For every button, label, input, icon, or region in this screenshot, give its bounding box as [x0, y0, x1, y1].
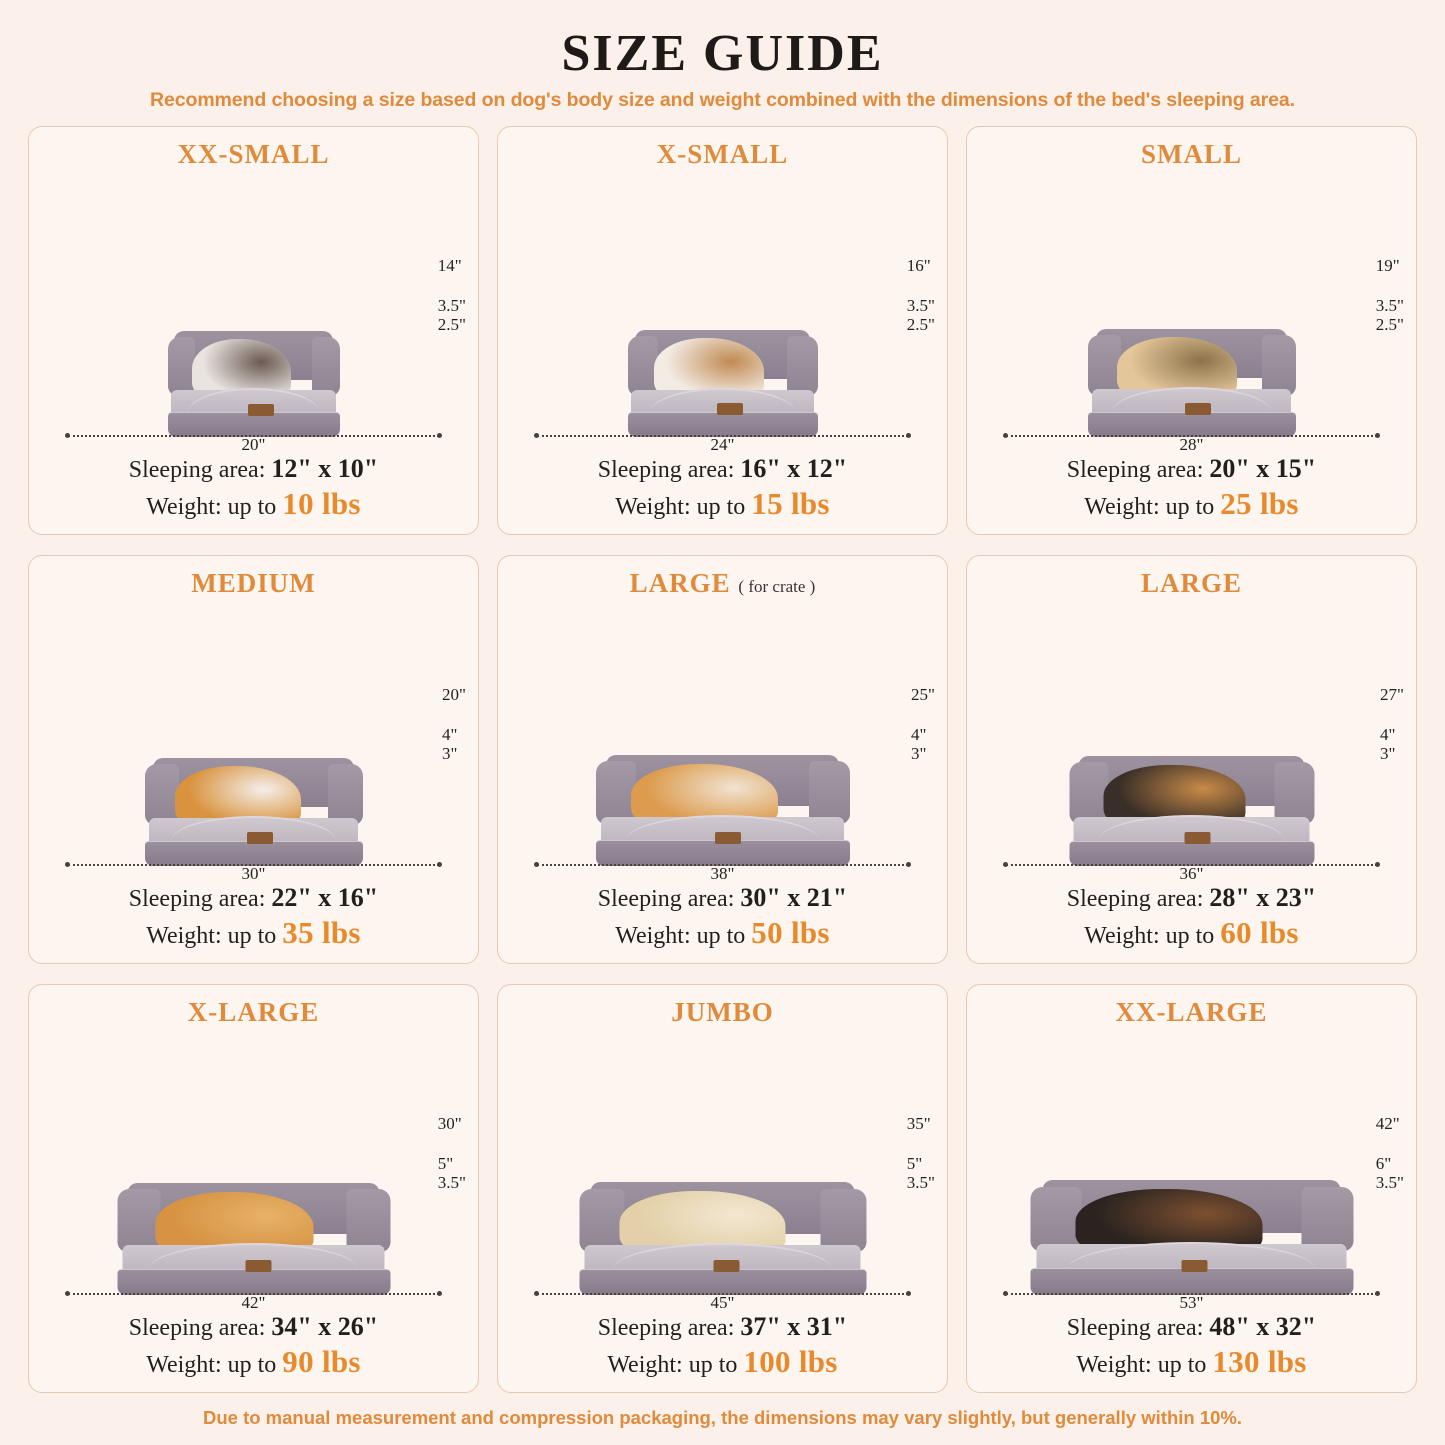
width-dimension: 38" — [710, 863, 735, 883]
bed-illustration — [981, 601, 1402, 882]
size-card-specs — [39, 1311, 468, 1382]
size-name: XX-SMALL — [177, 139, 330, 169]
dimension-callouts — [1376, 1114, 1404, 1193]
sleeping-area-label: Sleeping area: — [597, 1314, 735, 1341]
width-dimension: 24" — [710, 434, 735, 454]
bed-illustration — [981, 1030, 1402, 1311]
page-title: SIZE GUIDE — [561, 25, 884, 82]
sleeping-area-value: 22" x 16" — [271, 882, 379, 912]
bolster-height-dimension: 4" — [442, 724, 458, 744]
bed-bolster-right — [787, 336, 817, 396]
brand-tag-icon — [715, 832, 741, 844]
size-card-title — [977, 568, 1406, 599]
weight-qualifier: up to — [696, 923, 746, 950]
weight-label: Weight: — [607, 1352, 683, 1379]
size-card-xx-small-0 — [28, 126, 479, 535]
width-dimension: 30" — [241, 863, 266, 883]
weight-line — [977, 485, 1406, 524]
dimension-callouts — [907, 1114, 935, 1193]
weight-value: 25 lbs — [1220, 486, 1299, 522]
bolster-height-dimension: 5" — [906, 1153, 923, 1173]
weight-label: Weight: — [146, 494, 222, 521]
depth-dimension: 14" — [437, 256, 462, 276]
size-name: X-SMALL — [656, 139, 789, 169]
weight-line — [977, 1343, 1406, 1382]
weight-label: Weight: — [1084, 494, 1160, 521]
sleeping-area-label: Sleeping area: — [1066, 885, 1204, 912]
base-height-dimension: 2.5" — [1375, 315, 1404, 335]
weight-qualifier: up to — [227, 494, 277, 521]
size-card-x-small-1 — [497, 126, 948, 535]
size-name: MEDIUM — [191, 568, 316, 598]
brand-tag-icon — [247, 832, 273, 844]
size-card-specs — [39, 453, 468, 524]
size-card-title — [977, 997, 1406, 1028]
brand-tag-icon — [1182, 1260, 1208, 1272]
dimension-callouts — [1380, 685, 1404, 764]
size-card-specs — [977, 882, 1406, 953]
weight-label: Weight: — [615, 923, 691, 950]
base-height-dimension: 2.5" — [437, 315, 466, 335]
bed-bolster-right — [820, 1189, 866, 1252]
weight-qualifier: up to — [1165, 923, 1215, 950]
sleeping-area-line — [508, 453, 937, 486]
size-note: ( for crate ) — [738, 577, 816, 596]
size-card-x-large-6 — [28, 984, 479, 1393]
sleeping-area-label: Sleeping area: — [1066, 456, 1204, 483]
sleeping-area-line — [977, 453, 1406, 486]
weight-qualifier: up to — [1157, 1352, 1207, 1379]
dog-bed-graphic — [596, 755, 850, 866]
bolster-height-dimension: 3.5" — [1375, 295, 1404, 315]
size-card-small-2 — [966, 126, 1417, 535]
size-card-xx-large-8 — [966, 984, 1417, 1393]
depth-dimension: 27" — [1380, 685, 1404, 705]
brand-tag-icon — [714, 1260, 740, 1272]
weight-label: Weight: — [1084, 923, 1160, 950]
depth-dimension: 16" — [906, 256, 931, 276]
bed-bolster-right — [809, 761, 850, 823]
weight-label: Weight: — [146, 1352, 222, 1379]
sleeping-area-label: Sleeping area: — [597, 885, 735, 912]
brand-tag-icon — [248, 404, 274, 416]
size-name: SMALL — [1140, 139, 1243, 169]
sleeping-area-label: Sleeping area: — [128, 885, 266, 912]
bed-bolster-left — [145, 764, 180, 824]
sleeping-area-value: 12" x 10" — [271, 453, 379, 483]
bed-illustration — [512, 1030, 933, 1311]
base-height-dimension: 3" — [911, 744, 927, 764]
width-dimension: 45" — [710, 1292, 735, 1312]
bed-bolster-right — [312, 337, 340, 396]
bed-illustration — [512, 172, 933, 453]
depth-dimension: 19" — [1375, 256, 1400, 276]
weight-label: Weight: — [615, 494, 691, 521]
size-card-large-4 — [497, 555, 948, 964]
weight-value: 15 lbs — [751, 486, 830, 522]
weight-value: 130 lbs — [1212, 1344, 1307, 1380]
weight-qualifier: up to — [227, 1352, 277, 1379]
brand-tag-icon — [1185, 403, 1211, 415]
brand-tag-icon — [717, 403, 743, 415]
bed-illustration — [43, 172, 464, 453]
width-dimension: 36" — [1179, 863, 1204, 883]
dog-bed-graphic — [628, 330, 818, 437]
sleeping-area-value: 34" x 26" — [271, 1311, 379, 1341]
size-card-title — [39, 139, 468, 170]
size-card-medium-3 — [28, 555, 479, 964]
size-card-specs — [977, 453, 1406, 524]
dog-bed-graphic — [579, 1182, 866, 1295]
size-card-jumbo-7 — [497, 984, 948, 1393]
base-height-dimension: 3.5" — [437, 1173, 466, 1193]
size-card-large-5 — [966, 555, 1417, 964]
sleeping-area-value: 20" x 15" — [1209, 453, 1317, 483]
sleeping-area-line — [977, 882, 1406, 915]
sleeping-area-value: 48" x 32" — [1209, 1311, 1317, 1341]
depth-dimension: 30" — [437, 1114, 462, 1134]
size-card-title — [977, 139, 1406, 170]
size-name: LARGE — [629, 568, 731, 598]
width-dimension: 42" — [241, 1292, 266, 1312]
sleeping-area-line — [508, 1311, 937, 1344]
size-name: LARGE — [1140, 568, 1243, 598]
depth-dimension: 25" — [911, 685, 935, 705]
weight-line — [977, 914, 1406, 953]
size-card-title — [508, 568, 937, 599]
weight-value: 100 lbs — [743, 1344, 838, 1380]
weight-label: Weight: — [146, 923, 222, 950]
size-card-specs — [508, 1311, 937, 1382]
size-card-title — [508, 997, 937, 1028]
base-height-dimension: 3.5" — [906, 1173, 935, 1193]
bed-bolster-left — [628, 336, 658, 396]
size-name: JUMBO — [671, 997, 774, 1027]
weight-qualifier: up to — [1165, 494, 1215, 521]
bed-bolster-left — [579, 1189, 625, 1252]
weight-line — [39, 485, 468, 524]
dimension-callouts — [438, 256, 466, 335]
weight-qualifier: up to — [696, 494, 746, 521]
bed-bolster-right — [346, 1189, 390, 1252]
depth-dimension: 20" — [442, 685, 466, 705]
base-height-dimension: 2.5" — [906, 315, 935, 335]
size-card-specs — [508, 882, 937, 953]
bolster-height-dimension: 3.5" — [906, 295, 935, 315]
size-card-specs — [39, 882, 468, 953]
sleeping-area-line — [39, 453, 468, 486]
size-card-title — [39, 568, 468, 599]
size-name: XX-LARGE — [1115, 997, 1268, 1027]
sleeping-area-value: 30" x 21" — [740, 882, 848, 912]
base-height-dimension: 3" — [1380, 744, 1396, 764]
bed-bolster-left — [117, 1189, 161, 1252]
width-dimension: 28" — [1179, 434, 1204, 454]
bed-illustration — [43, 1030, 464, 1311]
bed-illustration — [512, 601, 933, 882]
dog-bed-graphic — [1030, 1180, 1353, 1295]
dog-bed-graphic — [117, 1183, 390, 1295]
size-card-title — [508, 139, 937, 170]
bed-bolster-left — [1069, 762, 1108, 824]
depth-dimension: 42" — [1375, 1114, 1400, 1134]
width-dimension: 20" — [241, 434, 266, 454]
dimension-callouts — [1376, 256, 1404, 335]
size-name: X-LARGE — [187, 997, 320, 1027]
bolster-height-dimension: 3.5" — [437, 295, 466, 315]
weight-value: 60 lbs — [1220, 915, 1299, 951]
weight-line — [39, 914, 468, 953]
size-card-grid — [28, 126, 1417, 1393]
bed-bolster-right — [1301, 1187, 1353, 1251]
page-subtitle: Recommend choosing a size based on dog's body size and weight combined with the dimensions of the bed's sleeping area. — [150, 89, 1295, 111]
base-height-dimension: 3" — [442, 744, 458, 764]
weight-value: 35 lbs — [282, 915, 361, 951]
weight-line — [508, 914, 937, 953]
dog-bed-graphic — [1088, 329, 1296, 437]
bed-bolster-right — [1275, 762, 1314, 824]
sleeping-area-value: 37" x 31" — [740, 1311, 848, 1341]
sleeping-area-label: Sleeping area: — [128, 456, 266, 483]
bed-bolster-right — [1262, 335, 1295, 395]
bed-illustration — [43, 601, 464, 882]
bed-bolster-left — [1030, 1187, 1082, 1251]
weight-qualifier: up to — [227, 923, 277, 950]
dog-bed-graphic — [1069, 756, 1314, 866]
dimension-callouts — [442, 685, 466, 764]
sleeping-area-label: Sleeping area: — [128, 1314, 266, 1341]
size-card-specs — [977, 1311, 1406, 1382]
sleeping-area-line — [508, 882, 937, 915]
bolster-height-dimension: 5" — [437, 1153, 454, 1173]
sleeping-area-label: Sleeping area: — [1066, 1314, 1204, 1341]
footer-note: Due to manual measurement and compression packaging, the dimensions may vary slightly, but generally within 10%. — [202, 1407, 1243, 1428]
brand-tag-icon — [1184, 832, 1210, 844]
sleeping-area-line — [39, 1311, 468, 1344]
weight-value: 10 lbs — [282, 486, 361, 522]
width-dimension: 53" — [1179, 1292, 1204, 1312]
weight-line — [39, 1343, 468, 1382]
sleeping-area-line — [39, 882, 468, 915]
sleeping-area-value: 28" x 23" — [1209, 882, 1317, 912]
sleeping-area-line — [977, 1311, 1406, 1344]
weight-line — [508, 1343, 937, 1382]
dimension-callouts — [911, 685, 935, 764]
dog-bed-graphic — [168, 331, 340, 437]
base-height-dimension: 3.5" — [1375, 1173, 1404, 1193]
weight-qualifier: up to — [688, 1352, 738, 1379]
bolster-height-dimension: 6" — [1375, 1153, 1392, 1173]
sleeping-area-value: 16" x 12" — [740, 453, 848, 483]
weight-line — [508, 485, 937, 524]
bed-bolster-left — [596, 761, 637, 823]
bed-illustration — [981, 172, 1402, 453]
bolster-height-dimension: 4" — [1380, 724, 1396, 744]
size-card-specs — [508, 453, 937, 524]
weight-value: 90 lbs — [282, 1344, 361, 1380]
brand-tag-icon — [245, 1260, 271, 1272]
weight-value: 50 lbs — [751, 915, 830, 951]
bed-bolster-right — [328, 764, 363, 824]
bolster-height-dimension: 4" — [911, 724, 927, 744]
sleeping-area-label: Sleeping area: — [597, 456, 735, 483]
dog-bed-graphic — [145, 758, 363, 866]
weight-label: Weight: — [1076, 1352, 1152, 1379]
dimension-callouts — [907, 256, 935, 335]
size-card-title — [39, 997, 468, 1028]
depth-dimension: 35" — [906, 1114, 931, 1134]
dimension-callouts — [438, 1114, 466, 1193]
